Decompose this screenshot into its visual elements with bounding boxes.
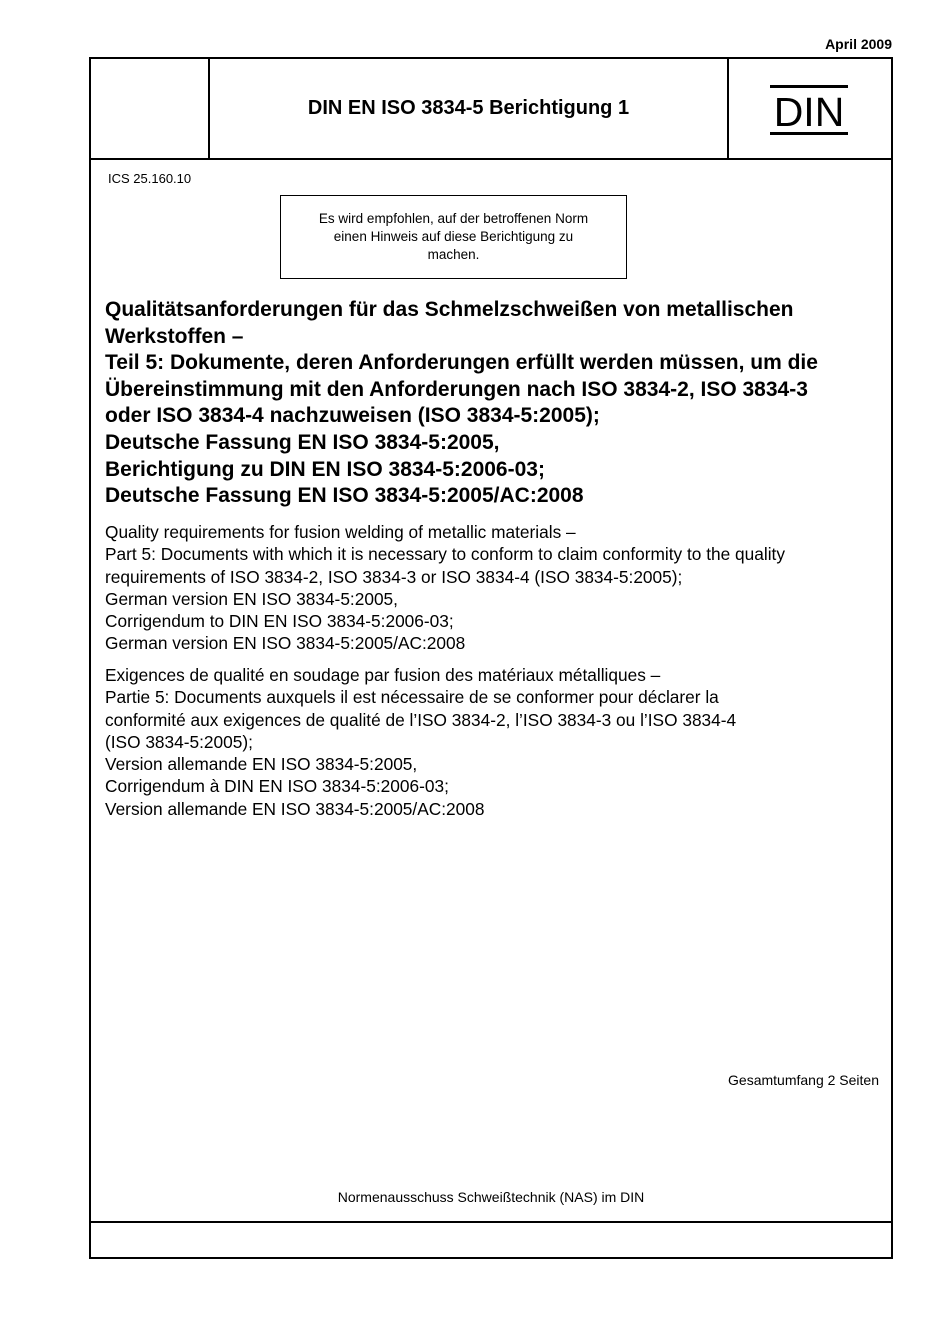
german-title-line: Qualitätsanforderungen für das Schmelzschweißen von metallischen (105, 298, 794, 321)
publisher: Normenausschuss Schweißtechnik (NAS) im DIN (337, 1189, 645, 1205)
english-title-line: German version EN ISO 3834-5:2005/AC:2008 (105, 633, 466, 654)
document-frame (89, 57, 893, 1259)
english-title-line: Quality requirements for fusion welding of metallic materials – (105, 522, 576, 542)
english-title-line: requirements of ISO 3834-2, ISO 3834-3 or ISO 3834-4 (ISO 3834-5:2005); (105, 566, 683, 587)
german-title-line: Deutsche Fassung EN ISO 3834-5:2005, (105, 430, 500, 454)
french-title-line: conformité aux exigences de qualité de l’ISO 3834-2, l’ISO 3834-3 ou l’ISO 3834-4 (105, 709, 737, 730)
recommendation-note (280, 195, 627, 279)
din-logo-cell (727, 59, 893, 158)
german-title-line: oder ISO 3834-4 nachzuweisen (ISO 3834-5:2005); (105, 404, 600, 428)
french-title (105, 664, 885, 820)
note-line: Es wird empfohlen, auf der betroffenen Norm (318, 211, 589, 226)
german-title-line: Deutsche Fassung EN ISO 3834-5:2005/AC:2008 (105, 484, 584, 508)
page-count: Gesamtumfang 2 Seiten (728, 1072, 879, 1088)
english-title-line: German version EN ISO 3834-5:2005, (105, 588, 398, 609)
german-title-line: Übereinstimmung mit den Anforderungen nach ISO 3834-2, ISO 3834-3 (105, 377, 808, 401)
french-title-line: Corrigendum à DIN EN ISO 3834-5:2006-03; (105, 776, 449, 797)
french-title-line: Version allemande EN ISO 3834-5:2005/AC:2008 (105, 798, 485, 819)
french-title-line: Version allemande EN ISO 3834-5:2005, (105, 754, 418, 775)
din-logo (770, 85, 848, 135)
english-title-line: Part 5: Documents with which it is necessary to conform to claim conformity to the quality (105, 544, 785, 565)
german-title-line: Teil 5: Dokumente, deren Anforderungen erfüllt werden müssen, um die (105, 351, 818, 375)
footer-divider (91, 1221, 891, 1223)
english-title (105, 521, 885, 655)
german-title (105, 297, 885, 510)
french-title-line: (ISO 3834-5:2005); (105, 731, 253, 752)
note-line: machen. (427, 247, 480, 262)
document-date: April 2009 (825, 36, 892, 52)
din-logo-text: DIN (773, 89, 845, 135)
french-title-line: Partie 5: Documents auxquels il est nécessaire de se conformer pour déclarer la (105, 687, 719, 708)
english-title-line: Corrigendum to DIN EN ISO 3834-5:2006-03; (105, 611, 454, 632)
german-title-line: Berichtigung zu DIN EN ISO 3834-5:2006-03; (105, 457, 545, 481)
header (91, 59, 891, 160)
note-line: einen Hinweis auf diese Berichtigung zu (333, 229, 574, 244)
ics-code: ICS 25.160.10 (108, 171, 192, 186)
standard-title: DIN EN ISO 3834-5 Berichtigung 1 (307, 97, 630, 119)
french-title-line: Exigences de qualité en soudage par fusion des matériaux métalliques – (105, 665, 661, 685)
german-title-line: Werkstoffen – (105, 324, 244, 348)
header-empty-cell (91, 59, 210, 158)
